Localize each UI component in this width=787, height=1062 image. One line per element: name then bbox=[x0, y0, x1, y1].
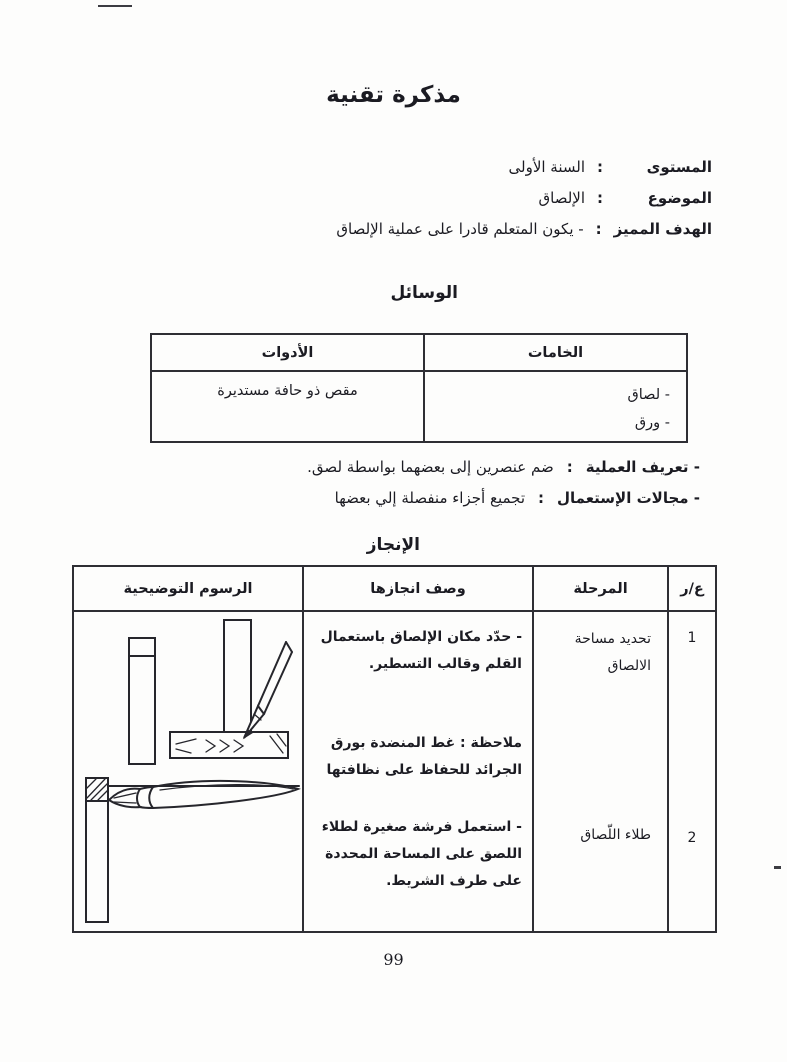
definition-label: - مجالات الإستعمال bbox=[557, 489, 700, 507]
description-text: - استعمل فرشة صغيرة لطلاء اللصق على المساحة المحددة على طرف الشريط. bbox=[321, 819, 522, 889]
column-number bbox=[667, 567, 715, 931]
page-title: مذكرة تقنية bbox=[326, 82, 461, 108]
colon-separator: : bbox=[595, 220, 602, 238]
materials-cell bbox=[425, 372, 686, 441]
definition-row-process bbox=[80, 452, 700, 483]
scan-artifact bbox=[98, 5, 132, 7]
material-item: - ورق bbox=[634, 415, 670, 431]
tools-column bbox=[152, 335, 423, 441]
meta-block bbox=[152, 152, 712, 245]
column-drawings bbox=[74, 567, 302, 931]
definitions-block bbox=[80, 452, 700, 514]
definition-label: - تعريف العملية bbox=[585, 458, 700, 476]
scan-artifact bbox=[774, 866, 781, 869]
colon-separator: : bbox=[597, 189, 603, 207]
definition-value: ضم عنصرين إلى بعضهما بواسطة لصق. bbox=[307, 458, 554, 476]
column-stage bbox=[532, 567, 667, 931]
stage-cells bbox=[534, 612, 667, 931]
colon-separator: : bbox=[566, 458, 573, 476]
section-heading-execution: الإنجاز bbox=[366, 535, 420, 555]
stage-text: تحديد مساحة الالصاق bbox=[574, 631, 651, 674]
colon-separator: : bbox=[538, 489, 544, 507]
means-table bbox=[150, 333, 688, 443]
page-number: 99 bbox=[383, 950, 404, 969]
section-heading-means: الوسائل bbox=[390, 283, 458, 303]
meta-value: الإلصاق bbox=[538, 189, 585, 207]
materials-header: الخامات bbox=[425, 335, 686, 372]
pencil-marking-strips-illustration bbox=[82, 618, 294, 772]
tools-cell bbox=[152, 372, 423, 441]
meta-row-level bbox=[152, 152, 712, 183]
meta-row-subject bbox=[152, 183, 712, 214]
drawings-header: الرسوم التوضيحية bbox=[74, 567, 302, 612]
stage-header: المرحلة bbox=[534, 567, 667, 612]
number-cells bbox=[669, 612, 715, 931]
note-text: ملاحظة : غط المنضدة بورق الجرائد للحفاظ على نظافتها bbox=[326, 735, 522, 778]
meta-label: الموضوع bbox=[647, 189, 712, 207]
stage-text: طلاء اللّصاق bbox=[580, 827, 651, 843]
meta-label: الهدف المميز bbox=[613, 220, 712, 238]
description-text: - حدّد مكان الإلصاق باستعمال القلم وقالب التسطير. bbox=[320, 629, 522, 672]
definition-row-usage bbox=[80, 483, 700, 514]
meta-value: السنة الأولى bbox=[508, 158, 585, 176]
tool-item: مقص ذو حافة مستديرة bbox=[217, 383, 358, 399]
definition-value: تجميع أجزاء منفصلة إلي بعضها bbox=[334, 489, 525, 507]
execution-table bbox=[72, 565, 717, 933]
meta-row-objective bbox=[152, 214, 712, 245]
glue-brush-illustration bbox=[78, 774, 304, 930]
materials-column bbox=[423, 335, 686, 441]
row-number: 1 bbox=[687, 630, 697, 646]
number-header: ع/ر bbox=[669, 567, 715, 612]
description-cells bbox=[304, 612, 532, 931]
tools-header: الأدوات bbox=[152, 335, 423, 372]
drawing-cells bbox=[74, 612, 302, 931]
description-header: وصف انجازها bbox=[304, 567, 532, 612]
row-number: 2 bbox=[687, 830, 697, 846]
column-description bbox=[302, 567, 532, 931]
material-item: - لصاق bbox=[627, 387, 670, 403]
meta-label: المستوى bbox=[646, 158, 712, 176]
colon-separator: : bbox=[597, 158, 603, 176]
meta-value: - يكون المتعلم قادرا على عملية الإلصاق bbox=[336, 220, 584, 238]
